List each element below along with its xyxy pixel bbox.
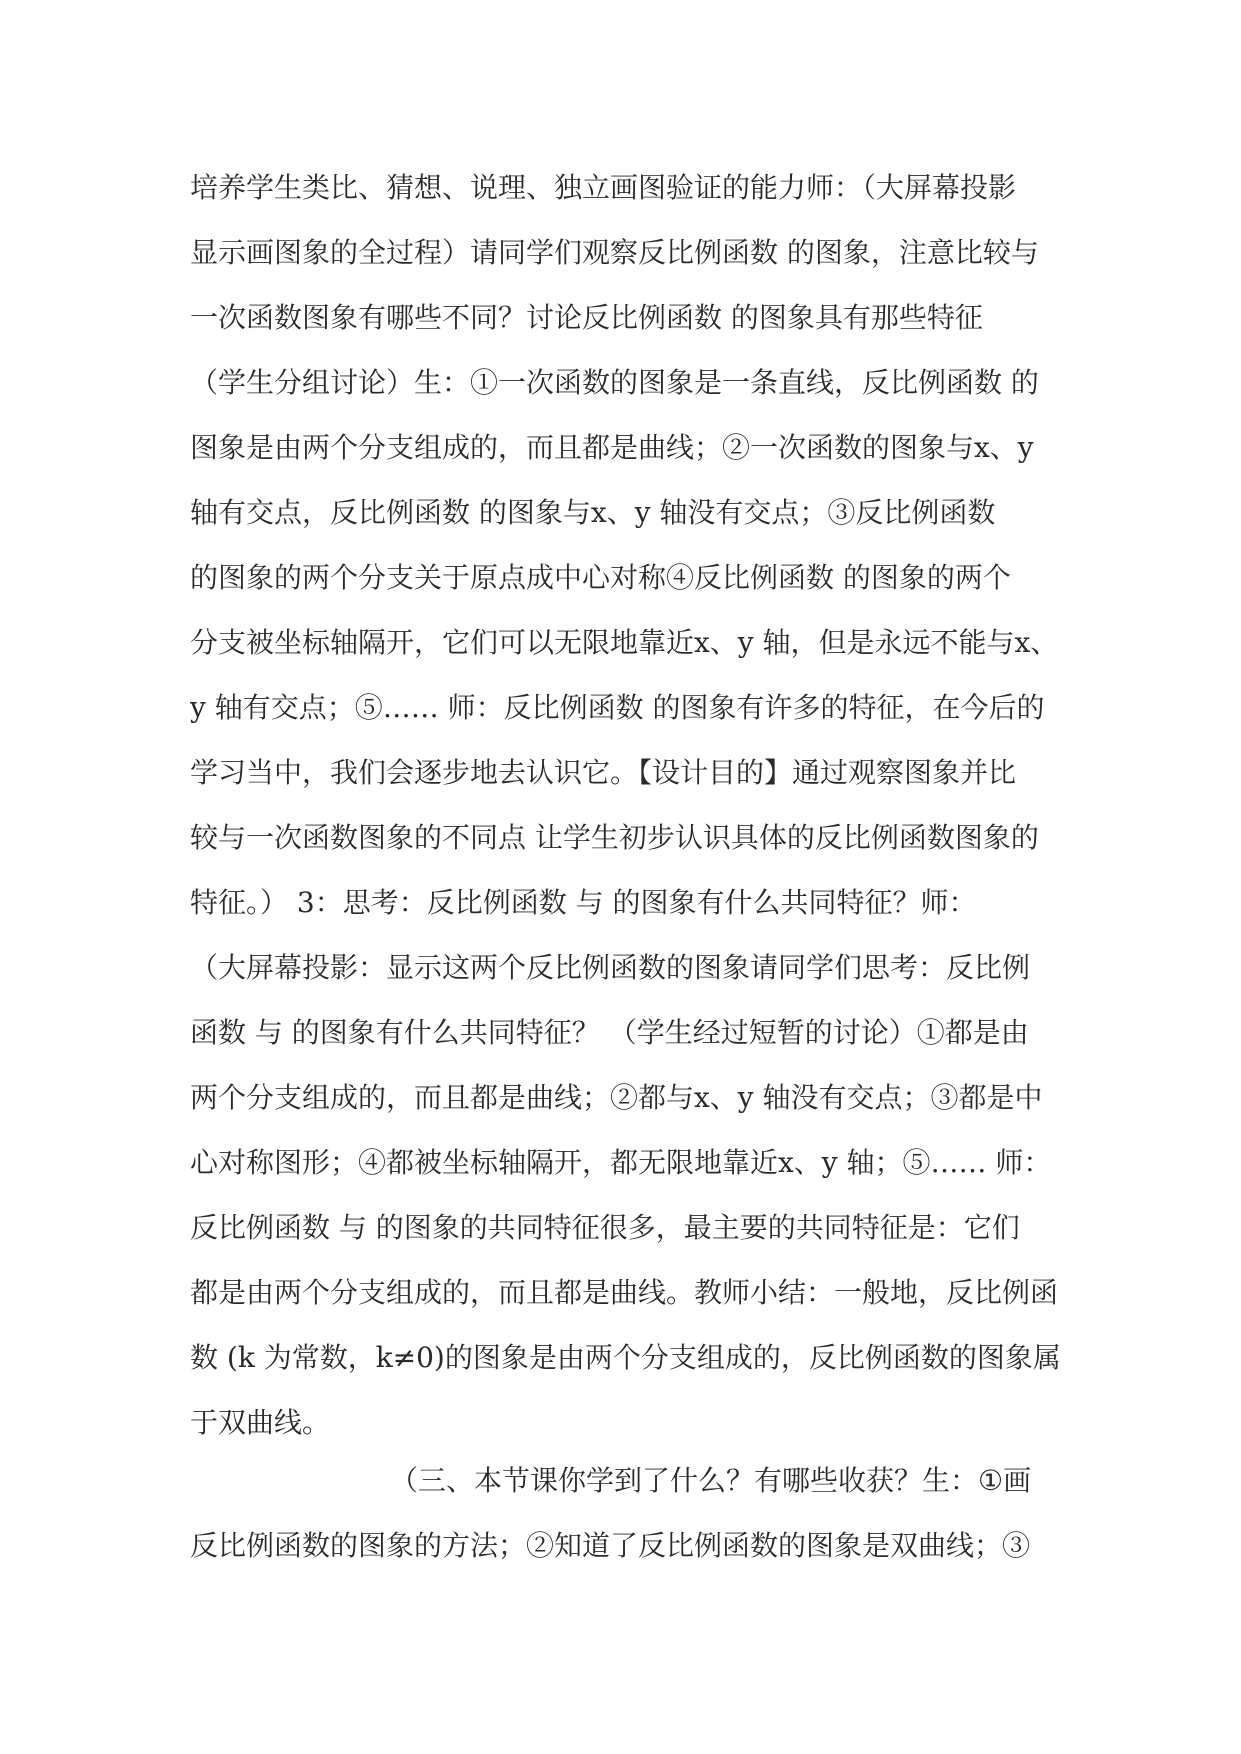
- text-line: 于双曲线。: [190, 1406, 331, 1439]
- paragraph-main: [190, 155, 1070, 1455]
- text-line: 轴有交点，反比例函数 的图象与x、y 轴没有交点；③反比例函数: [190, 496, 996, 529]
- text-line: 两个分支组成的，而且都是曲线；②都与x、y 轴没有交点；③都是中: [190, 1081, 1043, 1114]
- text-line: 心对称图形；④都被坐标轴隔开，都无限地靠近x、y 轴；⑤…… 师：: [190, 1146, 1052, 1179]
- text-line: 一次函数图象有哪些不同？讨论反比例函数 的图象具有那些特征: [190, 301, 983, 334]
- text-line: 特征。） 3：思考：反比例函数 与 的图象有什么共同特征？师：: [190, 886, 977, 919]
- text-line: 反比例函数 与 的图象的共同特征很多，最主要的共同特征是：它们: [190, 1211, 1020, 1244]
- text-line: 数 (k 为常数，k≠0)的图象是由两个分支组成的，反比例函数的图象属: [190, 1341, 1061, 1374]
- text-line: 函数 与 的图象有什么共同特征？ （学生经过短暂的讨论）①都是由: [190, 1016, 1029, 1049]
- text-line: 都是由两个分支组成的，而且都是曲线。教师小结：一般地，反比例函: [190, 1276, 1059, 1309]
- text-line: 反比例函数的图象的方法；②知道了反比例函数的图象是双曲线；③: [190, 1529, 1031, 1562]
- text-line: 较与一次函数图象的不同点 让学生初步认识具体的反比例函数图象的: [190, 821, 1039, 854]
- text-line: 分支被坐标轴隔开，它们可以无限地靠近x、y 轴，但是永远不能与x、: [190, 626, 1059, 659]
- text-line: （大屏幕投影：显示这两个反比例函数的图象请同学们思考：反比例: [190, 951, 1031, 984]
- text-line: y 轴有交点；⑤…… 师：反比例函数 的图象有许多的特征，在今后的: [190, 691, 1045, 724]
- text-line: 显示画图象的全过程）请同学们观察反比例函数 的图象，注意比较与: [190, 236, 1039, 269]
- text-line: 图象是由两个分支组成的，而且都是曲线；②一次函数的图象与x、y: [190, 431, 1034, 464]
- text-line: 的图象的两个分支关于原点成中心对称④反比例函数 的图象的两个: [190, 561, 1011, 594]
- text-line: 学习当中，我们会逐步地去认识它。【设计目的】通过观察图象并比: [190, 756, 1017, 789]
- text-line: 培养学生类比、猜想、说理、独立画图验证的能力师：（大屏幕投影: [190, 171, 1017, 204]
- text-line: （三、本节课你学到了什么？有哪些收获？生：①画: [390, 1464, 1032, 1497]
- text-line: （学生分组讨论）生：①一次函数的图象是一条直线，反比例函数 的: [190, 366, 1039, 399]
- paragraph-summary: [190, 1448, 1070, 1578]
